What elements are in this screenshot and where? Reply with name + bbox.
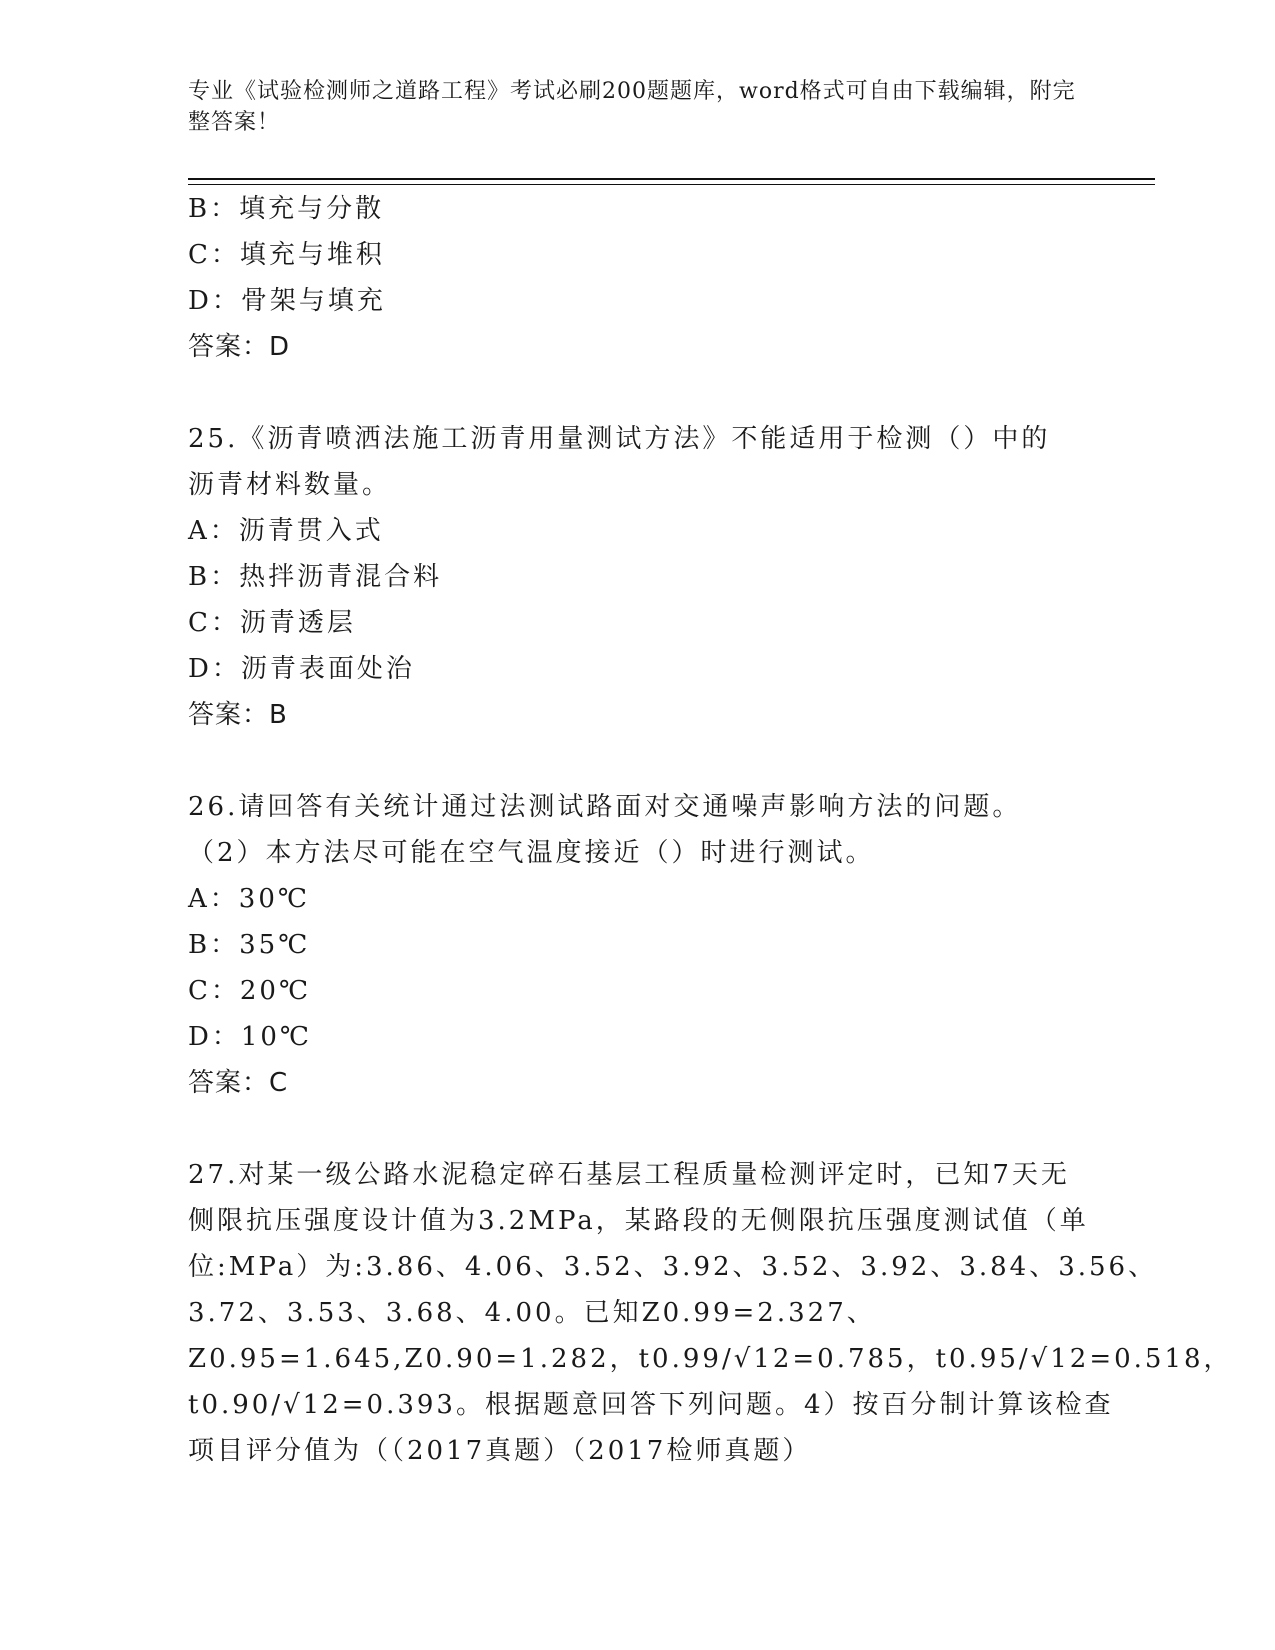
q27-question-line: Z0.95=1.645,Z0.90=1.282，t0.99/√12=0.785，t0.95/√12=0.518， <box>188 1344 1233 1374</box>
q24-option-b: B：填充与分散 <box>188 194 385 224</box>
q24-option-d: D：骨架与填充 <box>188 286 386 316</box>
header-text: 专业《试验检测师之道路工程》考试必刷200题题库，word格式可自由下载编辑，附完整答案！ <box>188 79 1076 135</box>
document-header <box>188 76 1088 138</box>
spacer <box>188 370 1088 416</box>
q25-answer: 答案：B <box>188 700 288 730</box>
question-24-block <box>188 186 1088 370</box>
q26-option-a: A：30℃ <box>188 884 310 914</box>
q26-option-b: B：35℃ <box>188 930 311 960</box>
q26-question: 26.请回答有关统计通过法测试路面对交通噪声影响方法的问题。（2）本方法尽可能在空气温度接近（）时进行测试。 <box>188 792 1022 868</box>
q27-question-line: 项目评分值为（（2017真题）（2017检师真题） <box>188 1436 812 1466</box>
question-27-block <box>188 1152 1233 1474</box>
q25-option-d: D：沥青表面处治 <box>188 654 415 684</box>
header-divider-thin <box>188 184 1155 185</box>
q27-question-line: 位:MPa）为:3.86、4.06、3.52、3.92、3.52、3.92、3.84、3.56、 <box>188 1252 1158 1282</box>
question-26-block <box>188 784 1088 1106</box>
header-divider-thick <box>188 178 1155 180</box>
spacer <box>188 1106 1088 1152</box>
q26-option-d: D：10℃ <box>188 1022 313 1052</box>
q27-question-line: 侧限抗压强度设计值为3.2MPa，某路段的无侧限抗压强度测试值（单 <box>188 1206 1089 1236</box>
q26-option-c: C：20℃ <box>188 976 312 1006</box>
spacer <box>188 738 1088 784</box>
question-content <box>188 186 1233 1474</box>
q25-option-c: C：沥青透层 <box>188 608 356 638</box>
q27-question-line: 3.72、3.53、3.68、4.00。已知Z0.99=2.327、 <box>188 1298 876 1328</box>
q24-answer: 答案：D <box>188 332 291 362</box>
q25-option-b: B：热拌沥青混合料 <box>188 562 443 592</box>
q27-question-line: t0.90/√12=0.393。根据题意回答下列问题。4）按百分制计算该检查 <box>188 1390 1114 1420</box>
q25-question: 25.《沥青喷洒法施工沥青用量测试方法》不能适用于检测（）中的沥青材料数量。 <box>188 424 1051 500</box>
q26-answer: 答案：C <box>188 1068 289 1098</box>
q25-option-a: A：沥青贯入式 <box>188 516 384 546</box>
q24-option-c: C：填充与堆积 <box>188 240 385 270</box>
q27-question-line: 27.对某一级公路水泥稳定碎石基层工程质量检测评定时，已知7天无 <box>188 1160 1070 1190</box>
question-25-block <box>188 416 1088 738</box>
